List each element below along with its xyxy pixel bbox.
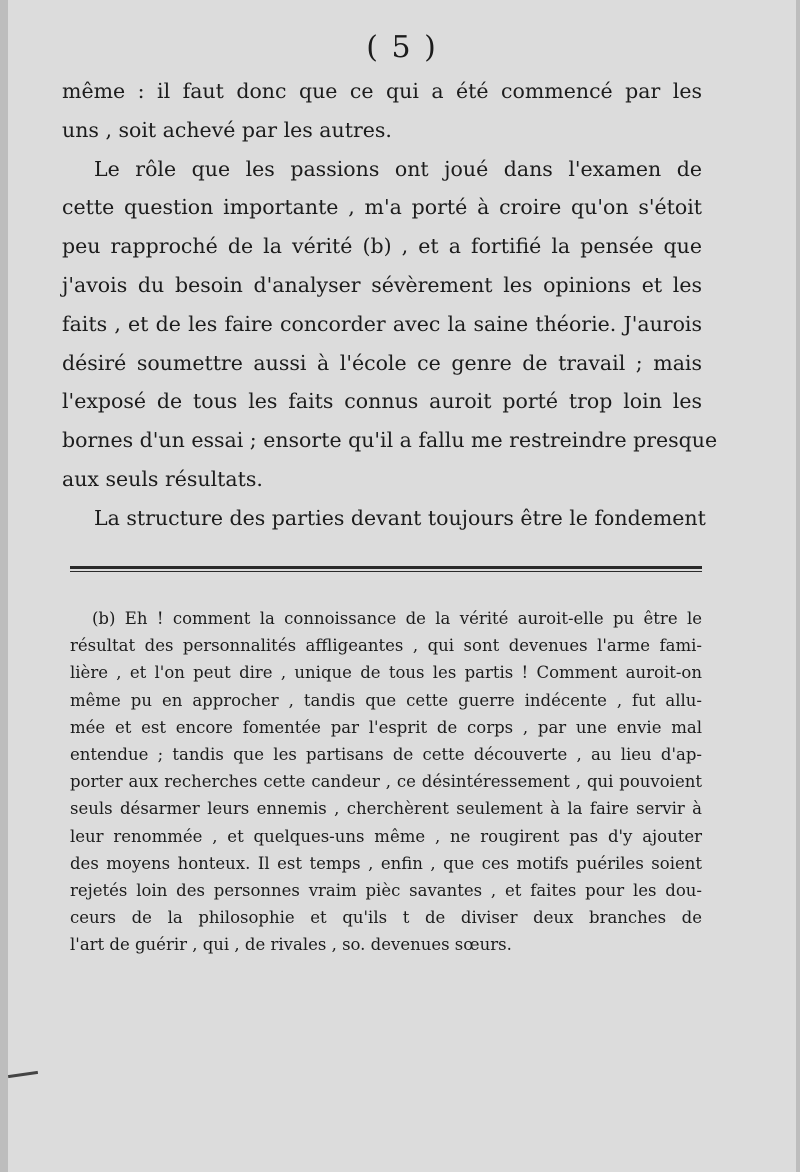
body-line: cette question importante , m'a porté à croire qu'on s'étoit	[62, 195, 702, 220]
footnote-line: leur renommée , et quelques-uns même , ne rougirent pas d'y ajouter	[70, 826, 702, 846]
footnote	[70, 605, 702, 958]
body-line: La structure des parties devant toujours être le fondement	[94, 505, 706, 530]
footnote-separator-rule	[70, 566, 702, 572]
body-line: uns , soit achevé par les autres.	[62, 117, 392, 142]
footnote-line: lière , et l'on peut dire , unique de tous les partis ! Comment auroit-on	[70, 663, 702, 683]
footnote-line: seuls désarmer leurs ennemis , cherchèrent seulement à la faire servir à	[70, 799, 702, 819]
footnote-line: l'art de guérir , qui , de rivales , so. devenues sœurs.	[70, 935, 512, 955]
footnote-line: résultat des personnalités affligeantes , qui sont devenues l'arme fami-	[70, 636, 702, 656]
page-number: ( 5 )	[366, 30, 438, 65]
ink-mark	[8, 1071, 38, 1078]
footnote-line: même pu en approcher , tandis que cette guerre indécente , fut allu-	[70, 690, 702, 710]
body-line: bornes d'un essai ; ensorte qu'il a fallu me restreindre presque	[62, 428, 718, 453]
footnote-line: (b) Eh ! comment la connoissance de la vérité auroit-elle pu être le	[92, 609, 702, 628]
body-line: faits , et de les faire concorder avec la saine théorie. J'aurois	[62, 311, 702, 336]
footnote-line: rejetés loin des personnes vraim pièc savantes , et faites pour les dou-	[70, 880, 702, 900]
footnote-line: porter aux recherches cette candeur , ce désintéressement , qui pouvoient	[70, 772, 702, 792]
document-page	[8, 0, 796, 1172]
body-line: l'exposé de tous les faits connus auroit porté trop loin les	[62, 389, 702, 414]
footnote-line: ceurs de la philosophie et qu'ils t de diviser deux branches de	[70, 908, 702, 928]
body-line: Le rôle que les passions ont joué dans l'examen de	[94, 156, 702, 181]
body-line: désiré soumettre aussi à l'école ce genre de travail ; mais	[62, 350, 702, 375]
body-text	[62, 72, 718, 538]
footnote-line: mée et est encore fomentée par l'esprit de corps , par une envie mal	[70, 717, 702, 737]
body-line: peu rapproché de la vérité (b) , et a fortifié la pensée que	[62, 234, 702, 259]
body-line: aux seuls résultats.	[62, 466, 263, 491]
body-line: j'avois du besoin d'analyser sévèrement les opinions et les	[62, 272, 702, 297]
footnote-line: des moyens honteux. Il est temps , enfin , que ces motifs puériles soient	[70, 853, 702, 873]
body-line: même : il faut donc que ce qui a été commencé par les	[62, 79, 702, 103]
footnote-line: entendue ; tandis que les partisans de cette découverte , au lieu d'ap-	[70, 744, 702, 764]
